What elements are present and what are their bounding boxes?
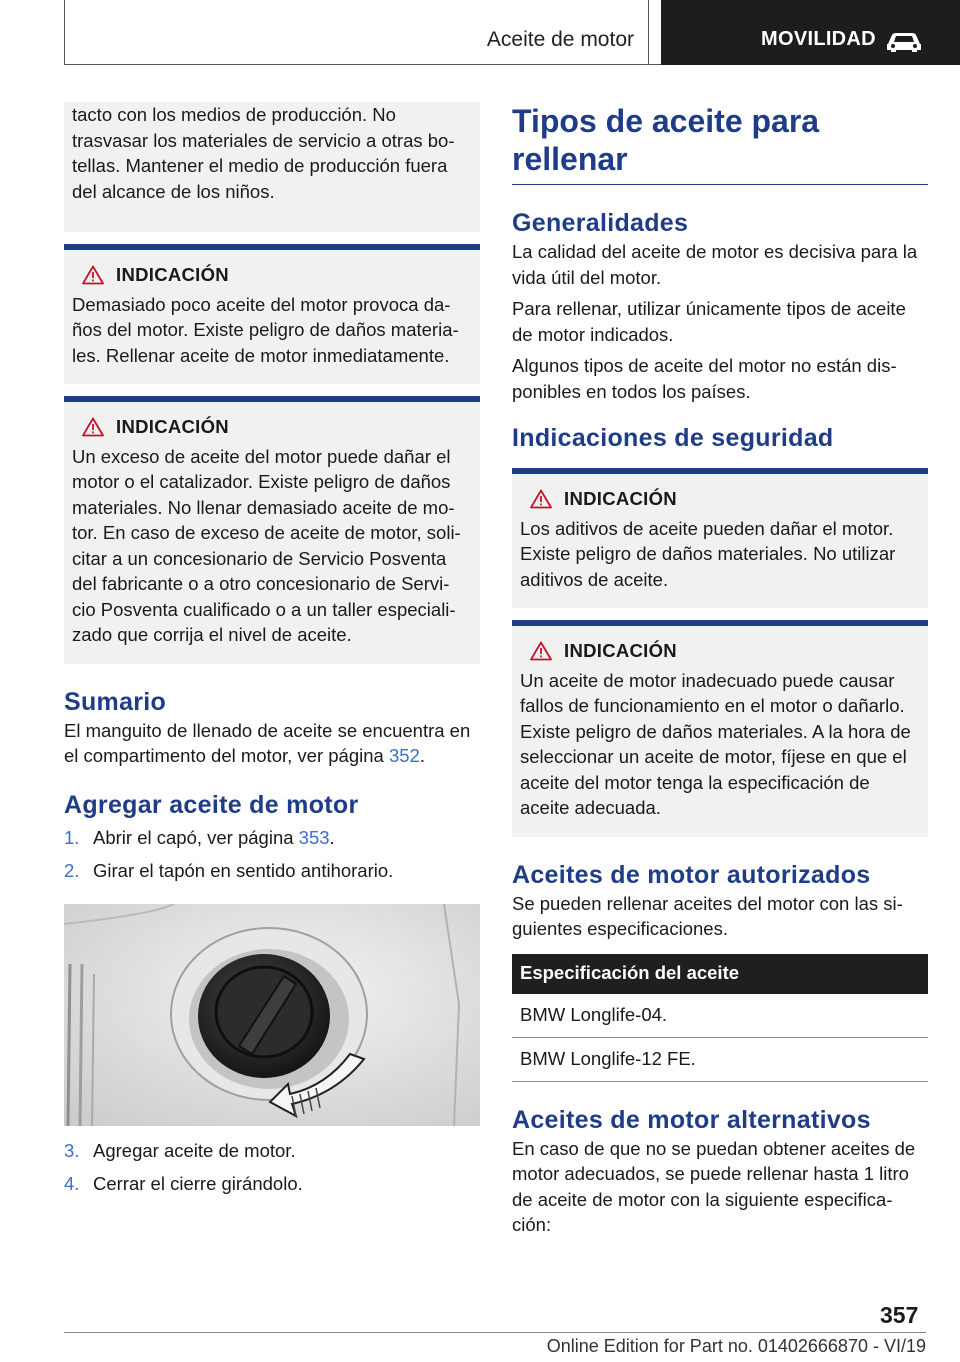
edition-note: Online Edition for Part no. 01402666870 - VI/19 [546,1336,926,1356]
header-divider-left [64,0,65,65]
heading-generalidades: Generalidades [512,209,689,237]
warning-triangle-icon [530,489,552,509]
steps-list-b [64,1138,480,1197]
page-link-353[interactable]: 353 [298,826,330,848]
paragraph: Para rellenar, utilizar únicamente tipos de aceite de motor indicados. [512,298,906,345]
oil-spec-table [512,954,928,1082]
left-column [64,102,480,1205]
heading-sumario: Sumario [64,687,167,716]
warning-text: Demasiado poco aceite del motor provoca da- ños del motor. Existe peligro de daños materia- les. Rellenar aceite de motor inmediatamente. [72,293,459,366]
sumario-text: El manguito de llenado de aceite se encuentra en el compartimento del motor, ver página 352. [64,719,471,766]
paragraph: Algunos tipos de aceite del motor no están dis- ponibles en todos los países. [512,355,897,402]
note-continuation [64,102,480,232]
steps-list-a [64,825,480,884]
oil-filler-cap-photo [64,904,480,1126]
warning-box-additives [512,468,928,608]
table-header: Especificación del aceite [512,954,928,994]
heading-seguridad: Indicaciones de seguridad [512,424,834,452]
main-heading: Tipos de aceite para rellenar [512,102,928,185]
warning-heading: INDICACIÓN [116,416,229,437]
chapter-tab-label: MOVILIDAD [761,28,876,50]
step-item: 2. Girar el tapón en sentido antihorario. [64,860,394,881]
warning-heading: INDICACIÓN [116,264,229,285]
warning-triangle-icon [82,265,104,285]
note-continuation-text: tacto con los medios de producción. No trasvasar los materiales de servicio a otras bo- tellas. Mantener el medio de producción fuera del alcance de los niños. [72,104,455,202]
section-title: Aceite de motor [486,28,634,51]
header-underline [64,64,661,65]
page-number: 357 [880,1302,919,1328]
warning-text: Los aditivos de aceite pueden dañar el motor. Existe peligro de daños materiales. No utilizar aditivos de aceite. [520,517,896,590]
paragraph: Se pueden rellenar aceites del motor con las si- guientes especificaciones. [512,892,903,939]
warning-box-wrong-oil [512,620,928,837]
heading-alternativos: Aceites de motor alternativos [512,1105,871,1134]
paragraph: La calidad del aceite de motor es decisiva para la vida útil del motor. [512,241,918,288]
car-icon [884,30,924,54]
step-item: 4. Cerrar el cierre girándolo. [64,1173,303,1194]
warning-triangle-icon [82,417,104,437]
oil-cap-illustration [64,904,480,1126]
table-row: BMW Longlife-04. [512,994,928,1038]
right-column [512,102,928,1238]
step-item: 3. Agregar aceite de motor. [64,1139,296,1161]
step-item: 1. Abrir el capó, ver página 353. [64,826,335,848]
warning-box-low-oil [64,244,480,384]
paragraph: En caso de que no se puedan obtener aceites de motor adecuados, se puede rellenar hasta 1 litro de aceite de motor con la siguiente especifica- ción: [512,1137,916,1235]
header-divider-right [648,0,649,65]
warning-heading: INDICACIÓN [564,640,677,661]
warning-heading: INDICACIÓN [564,488,677,509]
table-row: BMW Longlife-12 FE. [512,1037,928,1081]
heading-agregar-aceite: Agregar aceite de motor [64,790,359,819]
warning-text: Un exceso de aceite del motor puede dañar el motor o el catalizador. Existe peligro de daños materiales. No llenar demasiado aceite de mo- tor. En caso de exceso de aceite de motor, soli- citar a un concesionario de Servicio Posventa del fabricante o a otro concesionario de Servi- cio Posventa cualificado o a un taller especiali- zado que corrija el nivel de aceite. [72,445,461,645]
heading-autorizados: Aceites de motor autorizados [512,860,871,889]
chapter-tab[interactable] [661,0,960,65]
warning-triangle-icon [530,641,552,661]
footer-divider [64,1332,926,1333]
warning-box-excess-oil [64,396,480,664]
page-link-352[interactable]: 352 [388,745,420,766]
warning-text: Un aceite de motor inadecuado puede causar fallos de funcionamiento en el motor o dañarlo. Existe peligro de daños materiales. A la hora de seleccionar un aceite de motor, fíjese en que el aceite del motor tenga la especificación de aceite adecuada. [520,669,911,818]
